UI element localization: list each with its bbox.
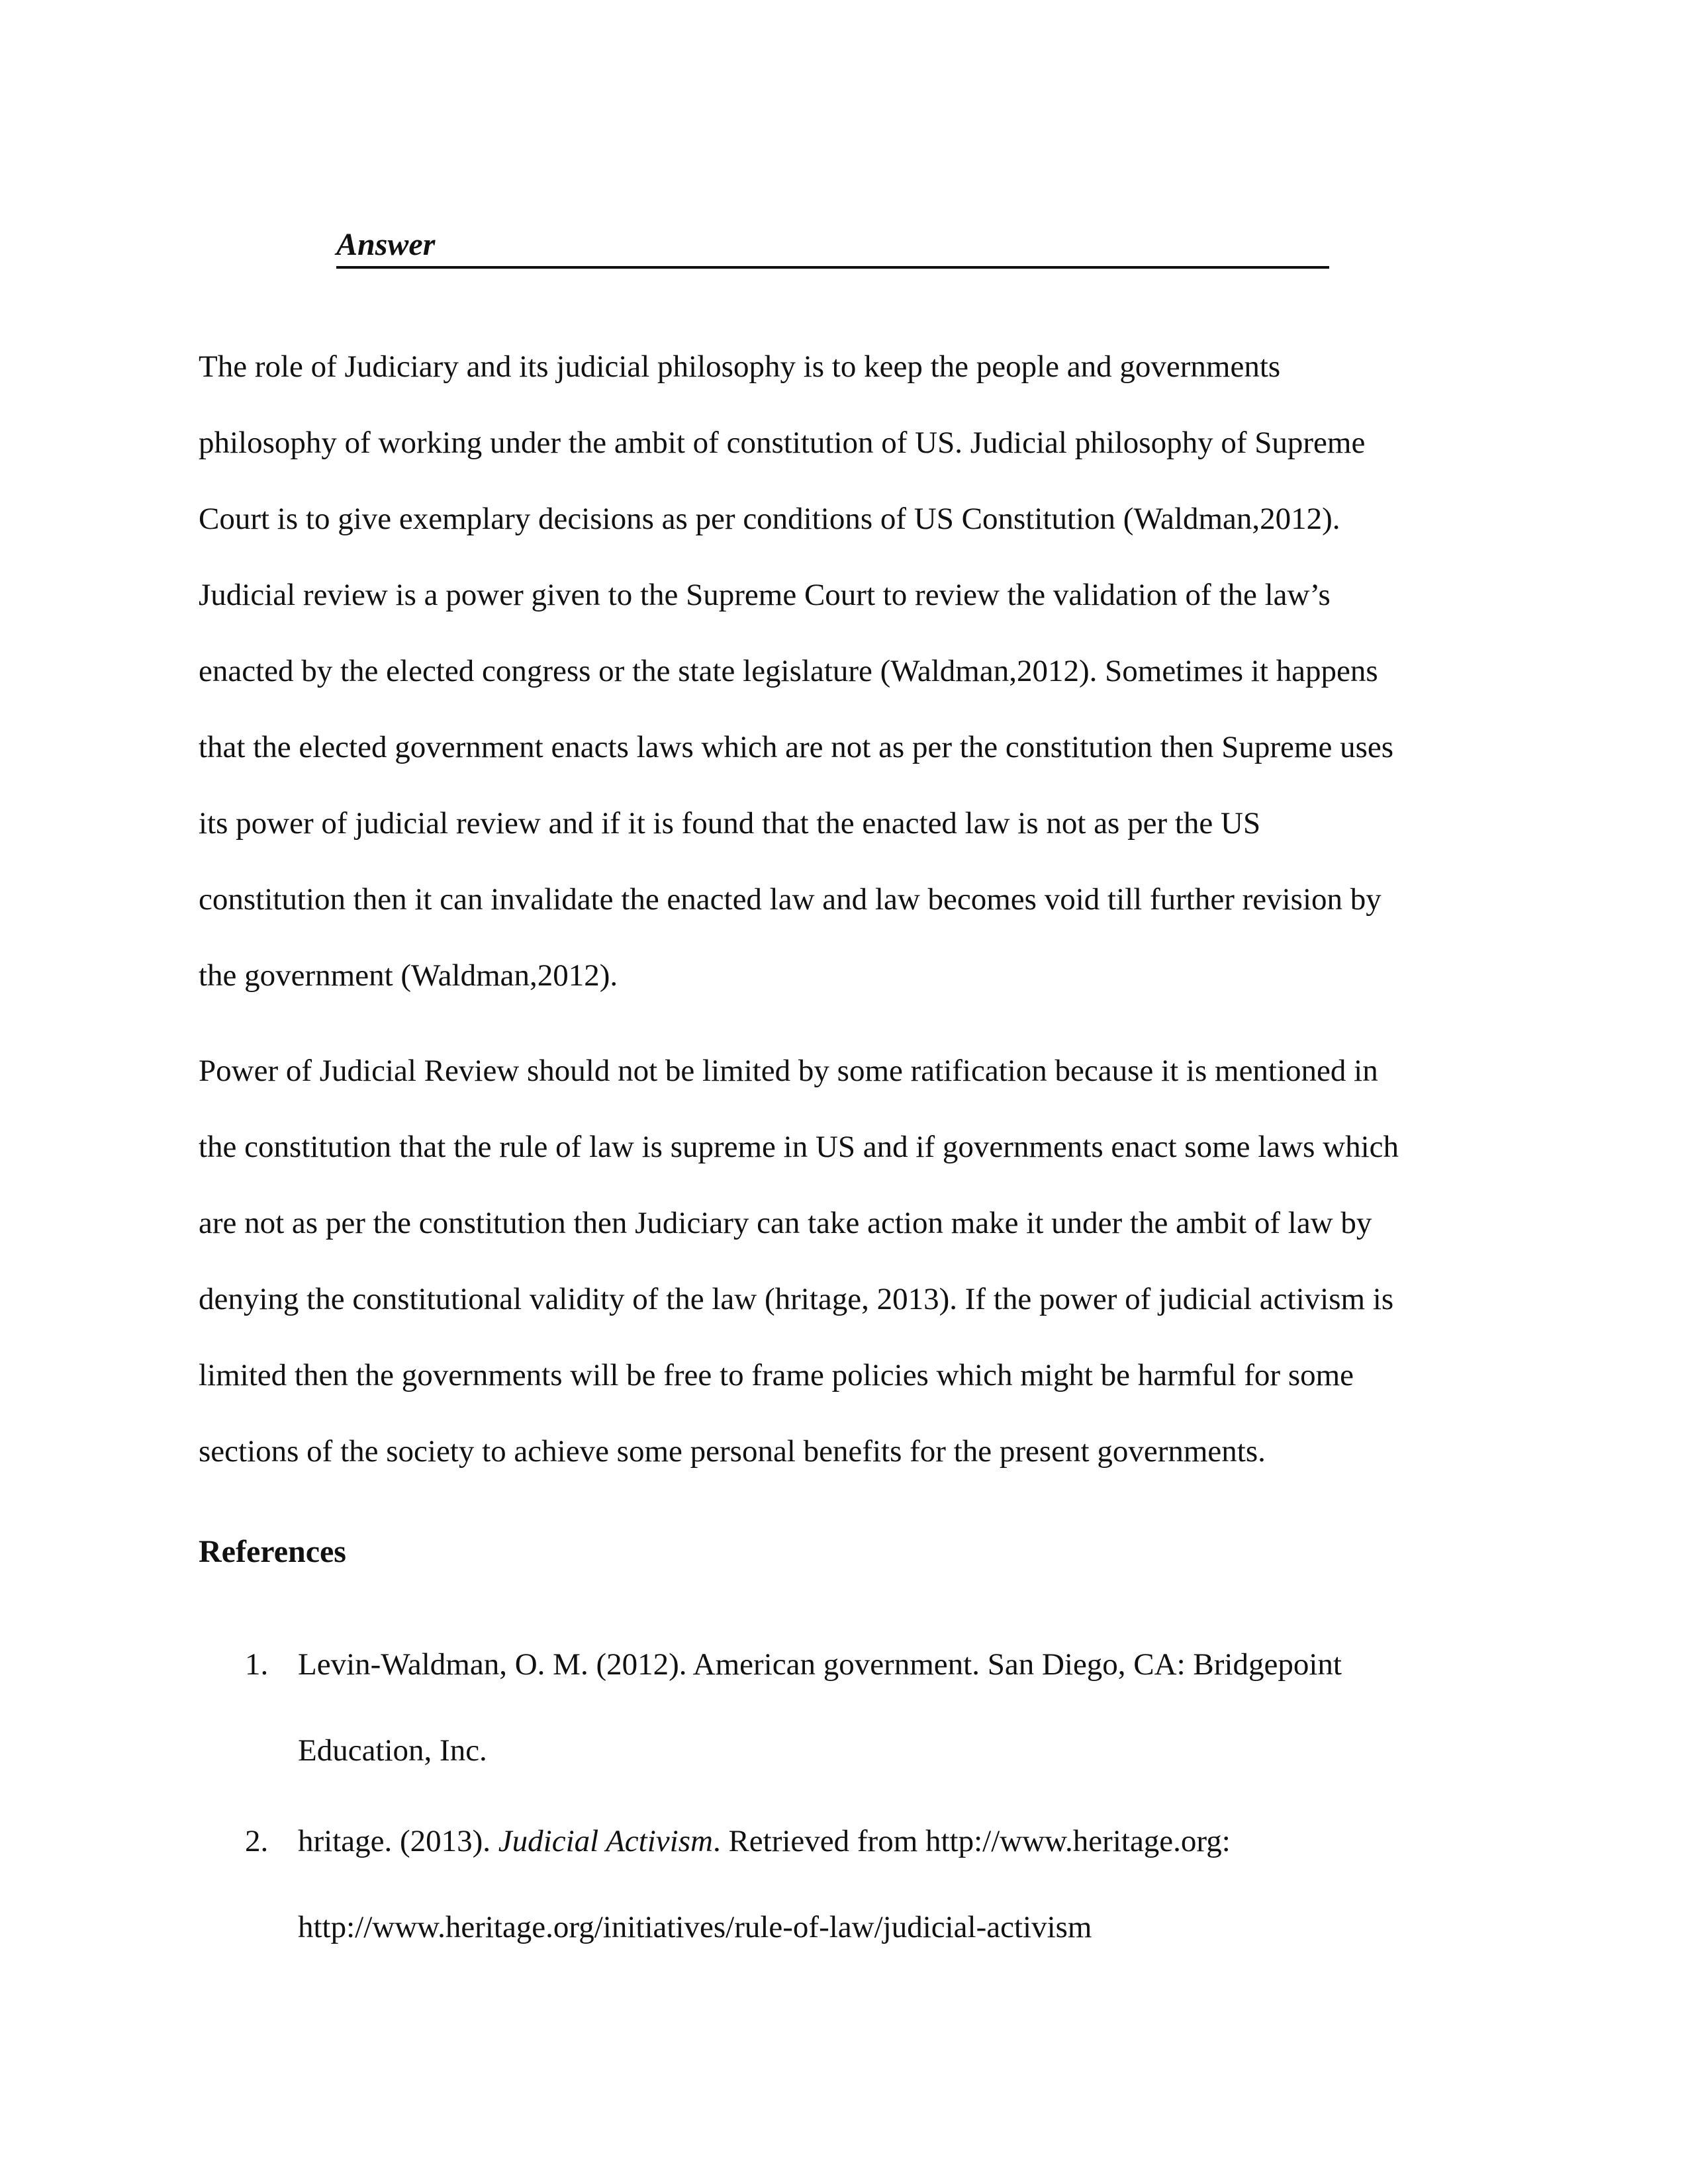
reference-title: Judicial Activism xyxy=(498,1824,713,1858)
paragraph-line: enacted by the elected congress or the state legislature (Waldman,2012). Sometimes it happens xyxy=(199,654,1378,688)
paragraph-judicial-philosophy xyxy=(199,329,1496,1014)
paragraph-line: philosophy of working under the ambit of constitution of US. Judicial philosophy of Supreme xyxy=(199,426,1366,460)
paragraph-line: are not as per the constitution then Judiciary can take action make it under the ambit of law by xyxy=(199,1206,1372,1240)
paragraph-line: The role of Judiciary and its judicial philosophy is to keep the people and governments xyxy=(199,349,1281,384)
reference-number: 2. xyxy=(245,1824,269,1858)
paragraph-line: its power of judicial review and if it is found that the enacted law is not as per the US xyxy=(199,806,1261,841)
paragraph-line: denying the constitutional validity of the law (hritage, 2013). If the power of judicial activism is xyxy=(199,1282,1394,1316)
reference-line xyxy=(298,1798,1231,1884)
reference-prefix: hritage. (2013). xyxy=(298,1824,498,1858)
reference-line: Education, Inc. xyxy=(298,1733,487,1768)
paragraph-line: Judicial review is a power given to the Supreme Court to review the validation of the law’s xyxy=(199,578,1331,612)
paragraph-line: the constitution that the rule of law is supreme in US and if governments enact some laws which xyxy=(199,1130,1399,1164)
paragraph-line: that the elected government enacts laws which are not as per the constitution then Supreme uses xyxy=(199,730,1394,764)
reference-number: 1. xyxy=(245,1647,269,1682)
reference-text xyxy=(298,1621,1342,1794)
references-heading: References xyxy=(199,1534,346,1569)
reference-line: Levin-Waldman, O. M. (2012). American government. San Diego, CA: Bridgepoint xyxy=(298,1647,1342,1682)
paragraph-line: Court is to give exemplary decisions as per conditions of US Constitution (Waldman,2012). xyxy=(199,502,1340,536)
paragraph-line: constitution then it can invalidate the enacted law and law becomes void till further revision by xyxy=(199,882,1382,917)
answer-heading-text: Answer xyxy=(336,227,436,262)
paragraph-line: the government (Waldman,2012). xyxy=(199,958,618,993)
paragraph-line: Power of Judicial Review should not be limited by some ratification because it is mentioned in xyxy=(199,1054,1378,1088)
answer-heading xyxy=(336,225,1329,269)
reference-url: http://www.heritage.org/initiatives/rule-of-law/judicial-activism xyxy=(298,1910,1092,1944)
reference-suffix: . Retrieved from http://www.heritage.org: xyxy=(712,1824,1231,1858)
reference-text xyxy=(298,1798,1231,1970)
paragraph-line: sections of the society to achieve some personal benefits for the present governments. xyxy=(199,1434,1266,1469)
paragraph-judicial-review-power xyxy=(199,1033,1496,1490)
paragraph-line: limited then the governments will be free to frame policies which might be harmful for some xyxy=(199,1358,1354,1392)
